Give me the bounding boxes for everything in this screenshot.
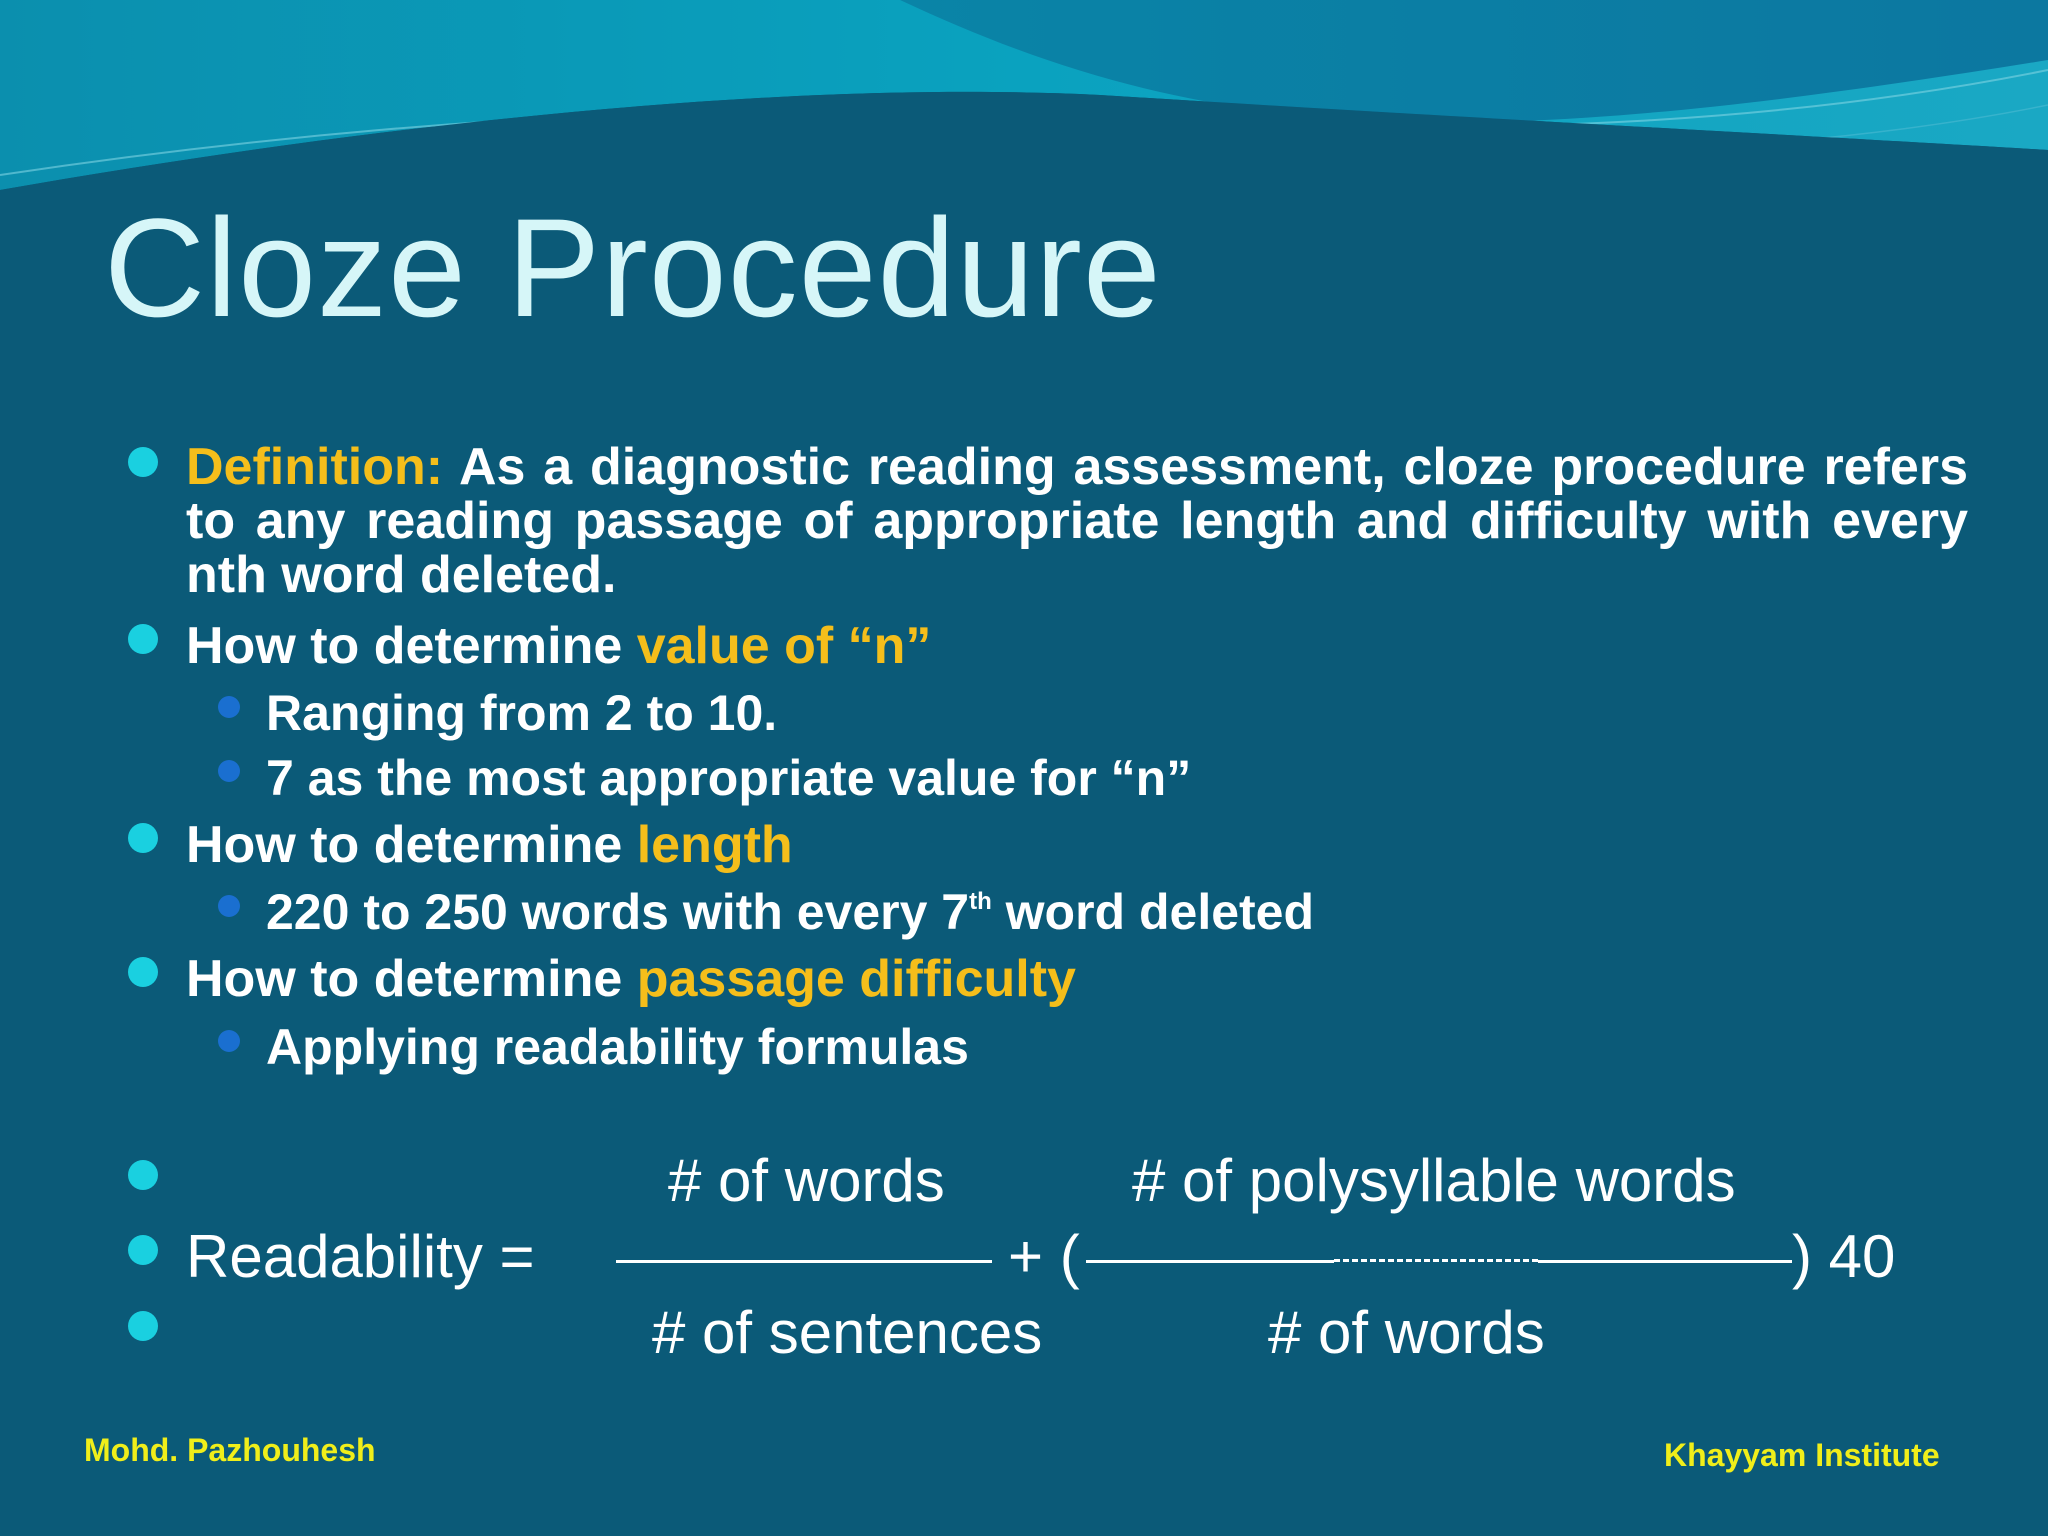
bullet-prefix: How to determine [186,816,637,874]
bullet-highlight: length [636,816,793,874]
definition-label: Definition: [186,438,444,496]
bullet-dot-icon [128,447,158,477]
formula-plus: + ( [1008,1223,1080,1290]
sub-bullet-dot-icon [218,895,240,917]
sub-bullet-dot-icon [218,696,240,718]
bullet-passage-difficulty [186,951,1076,1007]
sub-bullet-readability: Applying readability formulas [266,1019,969,1075]
formula-numerator-words: # of words [668,1147,945,1214]
bullet-dot-icon [128,1235,158,1265]
bullet-highlight: value of “n” [636,617,932,675]
bullet-dot-icon [128,823,158,853]
sub-bullet-seven: 7 as the most appropriate value for “n” [266,750,1192,806]
sub-bullet-length-detail [266,884,1314,940]
ordinal-suffix: th [969,888,992,915]
footer-author: Mohd. Pazhouhesh [84,1432,376,1468]
bullet-length [186,817,793,873]
formula-denominator-sentences: # of sentences [652,1299,1043,1366]
definition-text: As a diagnostic reading assessment, cloze procedure refers to any reading passage of appropriate length and difficulty with every nth word deleted. [186,438,1968,604]
fraction-bar [616,1260,992,1263]
length-detail-text-end: word deleted [991,884,1315,940]
fraction-bar-left [1086,1260,1334,1263]
formula-lhs: Readability = [186,1223,535,1290]
bullet-highlight: passage difficulty [636,950,1076,1008]
fraction-bar-right [1538,1260,1792,1263]
bullet-dot-icon [128,1160,158,1190]
definition-paragraph [186,440,1968,602]
fraction-bar-dashed [1334,1259,1538,1262]
formula-suffix: ) 40 [1792,1223,1896,1290]
sub-bullet-range: Ranging from 2 to 10. [266,685,778,741]
footer-institute: Khayyam Institute [1664,1437,1940,1473]
sub-bullet-dot-icon [218,1030,240,1052]
bullet-dot-icon [128,624,158,654]
sub-bullet-dot-icon [218,760,240,782]
formula-denominator-words: # of words [1268,1299,1545,1366]
length-detail-text: 220 to 250 words with every 7 [266,884,970,940]
bullet-dot-icon [128,1311,158,1341]
bullet-prefix: How to determine [186,950,637,1008]
bullet-dot-icon [128,957,158,987]
slide-title: Cloze Procedure [104,189,1162,346]
bullet-prefix: How to determine [186,617,637,675]
formula-numerator-polysyllable: # of polysyllable words [1132,1147,1736,1214]
bullet-value-of-n [186,618,931,674]
